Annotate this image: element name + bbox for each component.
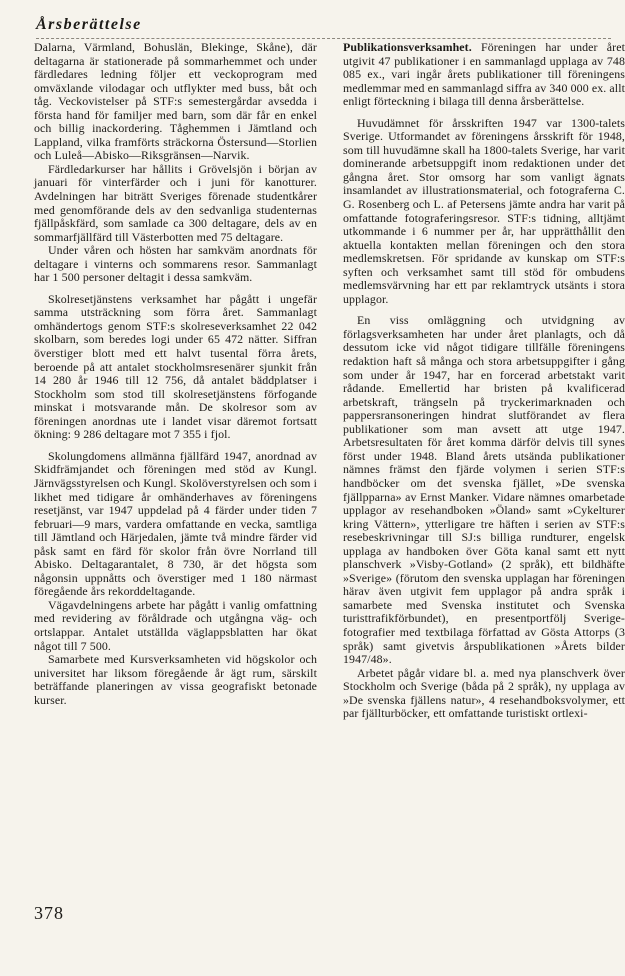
paragraph: Dalarna, Värmland, Bohuslän, Blekinge, Skåne), där deltagarna är stationerade på sommarhemmet och under färdledares ledning följer ett veckoprogram med omväxlande vilodagar och utflykter med buss, båt och tåg. Veckovistelser på STF:s semestergårdar avsedda i första hand för familjer med barn, som där får en enkel och billig inackordering. Tåghemmen i Jämtland och Lappland, vilka framförts sträckorna Östersund—Storlien och Luleå—Abisko—Riksgränsen—Narvik.	[34, 40, 317, 163]
section-heading: Publikationsverksamhet.	[343, 41, 472, 54]
paragraph: Skolungdomens allmänna fjällfärd 1947, anordnad av Skidfrämjandet och föreningen med stöd av Kungl. Järnvägsstyrelsen och Kungl. Skolöverstyrelsen och som i likhet med tidigare år omhänderhaves av föreningens resetjänst, var 1947 uppdelad på 4 färder under tiden 7 februari—9 mars, vardera omfattande en vecka, samtliga till Jämtland och Härjedalen, jämte två mindre färder vid påsk samt en färd för skolor från övre Norrland till Abisko. Deltagarantalet, 8 730, är det högsta som någonsin uppnåtts och överstiger med 1 180 närmast föregående års rekorddeltagande.	[34, 448, 317, 599]
paragraph: Vägavdelningens arbete har pågått i vanlig omfattning med revidering av föråldrade och utgångna väg- och ortslappar. Antalet utställda väglappsblatten har ökat något till 7 500.	[34, 597, 317, 653]
header-divider	[36, 38, 611, 39]
paragraph	[343, 41, 625, 109]
left-column	[34, 41, 317, 707]
page-number: 378	[34, 903, 64, 923]
paragraph: Arbetet pågår vidare bl. a. med nya planschverk över Stockholm och Sverige (båda på 2 språk), ny upplaga av »De svenska fjällens natur», 4 resehandboksvolymer, ett par fjällturböcker, ett omfattande turistiskt ortlexi-	[343, 665, 625, 721]
right-column	[343, 41, 625, 721]
paragraph-text: Föreningen har under året utgivit 47 publikationer i en sammanlagd upplaga av 748 085 ex., vari ingår årets publikationer till föreningens medlemmar med en sammanlagd siffra av 340 000 ex. allt enligt förteckning i bilaga till denna årsberättelse.	[343, 41, 625, 109]
paragraph: Färdledarkurser har hållits i Grövelsjön i början av januari för vinterfärder och i juni för kanotturer. Avdelningen har biträtt Sveriges förenade studentkårer med genomförande dels av den sedvanliga studenternas fjällpåskfärd, som samlade ca 300 deltagare, dels av en sommarfjällfärd till Västerbotten med 75 deltagare.	[34, 161, 317, 244]
paragraph: Under våren och hösten har samkväm anordnats för deltagare i vinterns och sommarens resor. Sammanlagt har 1 500 personer deltagit i dessa samkväm.	[34, 243, 317, 285]
paragraph: Skolresetjänstens verksamhet har pågått i ungefär samma utsträckning som förra året. Sammanlagt omhändertogs genom STF:s skolreseverksamhet 22 042 skolbarn, som beredes logi under 65 472 nätter. Siffran överstiger blott med ett halvt tusental förra årets, beroende på att antalet stockholmsresenärer sjunkit från 14 280 år 1946 till 12 756, då antalet bäddplatser i Stockholm som stod till skolresetjänstens förfogande minskat i motsvarande mån. De skolresor som av föreningen anordnas ute i landet visar däremot fortsatt ökning: 9 286 deltagare mot 7 355 i fjol.	[34, 291, 317, 442]
paragraph: Huvudämnet för årsskriften 1947 var 1300-talets Sverige. Utformandet av föreningens årsskrift för 1948, som till huvudämne skall ha 1800-talets Sverige, har varit dominerande arbetsuppgift inom redaktionen under det gångna året. Stor omsorg har som vanligt ägnats insamlandet av illustrationsmaterial, och fotograferna C. G. Rosenberg och L. af Petersens jämte andra har varit på omfattande fotograferingsresor. STF:s tidning, alltjämt utkommande i 6 nummer per år, har upprätthållit den aktuella kontakten mellan föreningen och den stora medlemskretsen. För spridande av kunskap om STF:s syften och verksamhet samt till stöd för ombudens medlemsvärvning har ett par reklamtryck utsänts i stora upplagor.	[343, 115, 625, 306]
paragraph: Samarbete med Kursverksamheten vid högskolor och universitet har liksom föregående år ägt rum, särskilt beträffande planeringen av vissa geografiskt betonade kurser.	[34, 652, 317, 707]
running-header: Årsberättelse	[36, 16, 142, 33]
paragraph: En viss omläggning och utvidgning av förlagsverksamheten har under året planlagts, och då dessutom icke vid något tidigare tillfälle föreningens redaktion haft så många och stora arbetsuppgifter i gång som under år 1947, har en forcerad arbetstakt varit rådande. Emellertid har bristen på kvalificerad arbetskraft, trängseln på tryckerimarknaden och pappersransoneringen hindrat slutförandet av flera publikationer som man avsett att utge 1947. Arbetsresultaten för året komma därför delvis till synes först under 1948. Bland årets utsända publikationer nämnes främst den fjärde volymen i serien STF:s handböcker om det svenska fjället, »De svenska fjällpparna» av Ernst Manker. Vidare nämnes omarbetade upplagor av resehandboken »Öland» samt »Cykelturer kring Vättern», ytterligare tre häften i serien av STF:s resebeskrivningar till SJ:s billiga rundturer, engelsk upplaga av handboken över Göta kanal samt ett nytt planschverk »Visby-Gotland» (2 språk), ett bildhäfte »Sverige» (förutom den svenska upplagan har föreningen härav även utgivit fem upplagor på andra språk i samarbete med Svenska institutet och Svenska turisttrafikförbundet), en presentportfölj Sverige-fotografier med textbilaga författad av Gösta Attorps (3 språk) samt givetvis årspublikationen »Årets bilder 1947/48».	[343, 313, 625, 667]
